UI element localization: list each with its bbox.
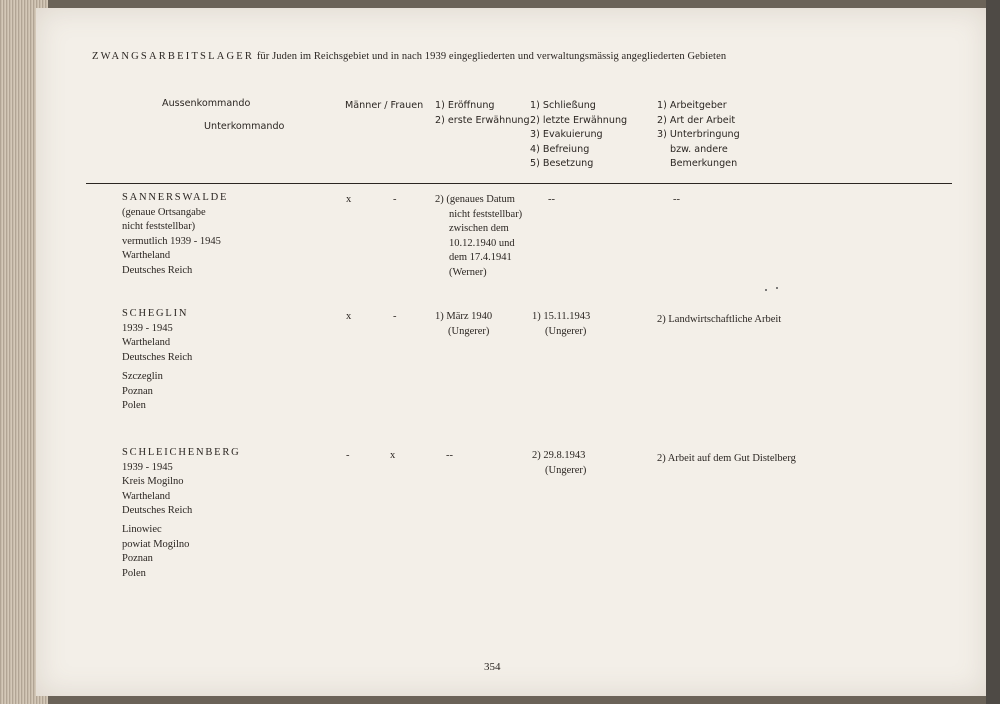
closing-info (532, 310, 590, 339)
opening-info (435, 193, 522, 281)
document-title (92, 51, 726, 62)
opening-line: 10.12.1940 und (449, 237, 515, 249)
remarks-header-line: Bemerkungen (670, 158, 738, 169)
remarks-header-line: bzw. andere (670, 143, 728, 155)
column-header-opening (435, 99, 530, 128)
polish-location-line: Polen (122, 567, 146, 579)
closing-header-line: 4) Befreiung (530, 143, 590, 155)
polish-location-line: Poznan (122, 385, 153, 397)
closing-line: (Ungerer) (545, 325, 587, 337)
closing-info (532, 449, 586, 478)
opening-line: dem 17.4.1941 (449, 252, 512, 264)
remarks-info: -- (673, 194, 680, 205)
ink-speck (776, 287, 778, 289)
polish-location-line: Linowiec (122, 524, 162, 535)
remarks-header-line: 2) Art der Arbeit (657, 114, 736, 126)
location-detail: Deutsches Reich (122, 264, 193, 276)
men-mark: - (346, 450, 350, 461)
polish-location-line: Szczeglin (122, 371, 163, 382)
opening-line: (Ungerer) (448, 325, 490, 337)
entry-location (122, 446, 241, 519)
column-header-unterkommando: Unterkommando (204, 121, 285, 132)
closing-line: 1) 15.11.1943 (532, 311, 591, 322)
polish-location-line: Polen (122, 400, 146, 412)
entry-location (122, 191, 228, 279)
opening-line: 2) (genaues Datum (435, 194, 515, 205)
women-mark: - (393, 311, 397, 322)
opening-info (435, 310, 492, 339)
women-mark: x (390, 450, 396, 461)
location-detail: Wartheland (122, 250, 171, 262)
remarks-info: 2) Arbeit auf dem Gut Distelberg (657, 453, 796, 464)
location-detail: Deutsches Reich (122, 351, 193, 363)
opening-line: nicht feststellbar) (449, 208, 523, 220)
polish-location-line: powiat Mogilno (122, 538, 190, 550)
ink-speck (765, 289, 767, 291)
polish-location (122, 523, 189, 581)
closing-header-line: 3) Evakuierung (530, 129, 603, 140)
men-mark: x (346, 194, 352, 205)
opening-line: zwischen dem (449, 223, 509, 235)
men-mark: x (346, 311, 352, 322)
page-number: 354 (484, 661, 501, 673)
location-detail: Kreis Mogilno (122, 476, 184, 488)
closing-line: (Ungerer) (545, 464, 587, 476)
entry-location (122, 307, 192, 365)
title-description: für Juden im Reichsgebiet und in nach 1939 eingegliederten und verwaltungsmässig angegliederten Gebieten (254, 51, 727, 62)
column-header-aussenkommando: Aussenkommando (162, 98, 251, 109)
opening-header-line: 1) Eröffnung (435, 100, 495, 111)
camp-name: SANNERSWALDE (122, 192, 229, 203)
closing-header-line: 5) Besetzung (530, 158, 594, 169)
scan-border (986, 0, 1000, 704)
location-detail: Deutsches Reich (122, 505, 193, 517)
location-detail: 1939 - 1945 (122, 322, 173, 334)
column-header-men-women: Männer / Frauen (345, 100, 424, 111)
remarks-header-line: 1) Arbeitgeber (657, 100, 727, 111)
camp-name: SCHEGLIN (122, 308, 189, 319)
remarks-header-line: 3) Unterbringung (657, 129, 740, 140)
location-detail: Wartheland (122, 490, 171, 502)
column-header-closing (530, 99, 627, 172)
location-detail: 1939 - 1945 (122, 461, 173, 473)
closing-header-line: 1) Schließung (530, 100, 596, 111)
women-mark: - (393, 194, 397, 205)
remarks-info: 2) Landwirtschaftliche Arbeit (657, 314, 782, 325)
closing-header-line: 2) letzte Erwähnung (530, 114, 628, 126)
location-detail: (genaue Ortsangabe (122, 206, 206, 218)
opening-header-line: 2) erste Erwähnung (435, 114, 530, 126)
opening-line: (Werner) (449, 266, 487, 278)
polish-location (122, 370, 163, 414)
location-detail: vermutlich 1939 - 1945 (122, 235, 221, 247)
opening-info: -- (446, 450, 453, 461)
camp-name: SCHLEICHENBERG (122, 447, 241, 458)
title-camp-type: ZWANGSARBEITSLAGER (92, 51, 255, 62)
column-header-remarks (657, 99, 740, 172)
polish-location-line: Poznan (122, 553, 153, 565)
closing-info: -- (548, 194, 555, 205)
opening-line: 1) März 1940 (435, 311, 493, 322)
header-divider (86, 183, 952, 184)
location-detail: nicht feststellbar) (122, 221, 196, 233)
location-detail: Wartheland (122, 337, 171, 349)
closing-line: 2) 29.8.1943 (532, 450, 586, 461)
